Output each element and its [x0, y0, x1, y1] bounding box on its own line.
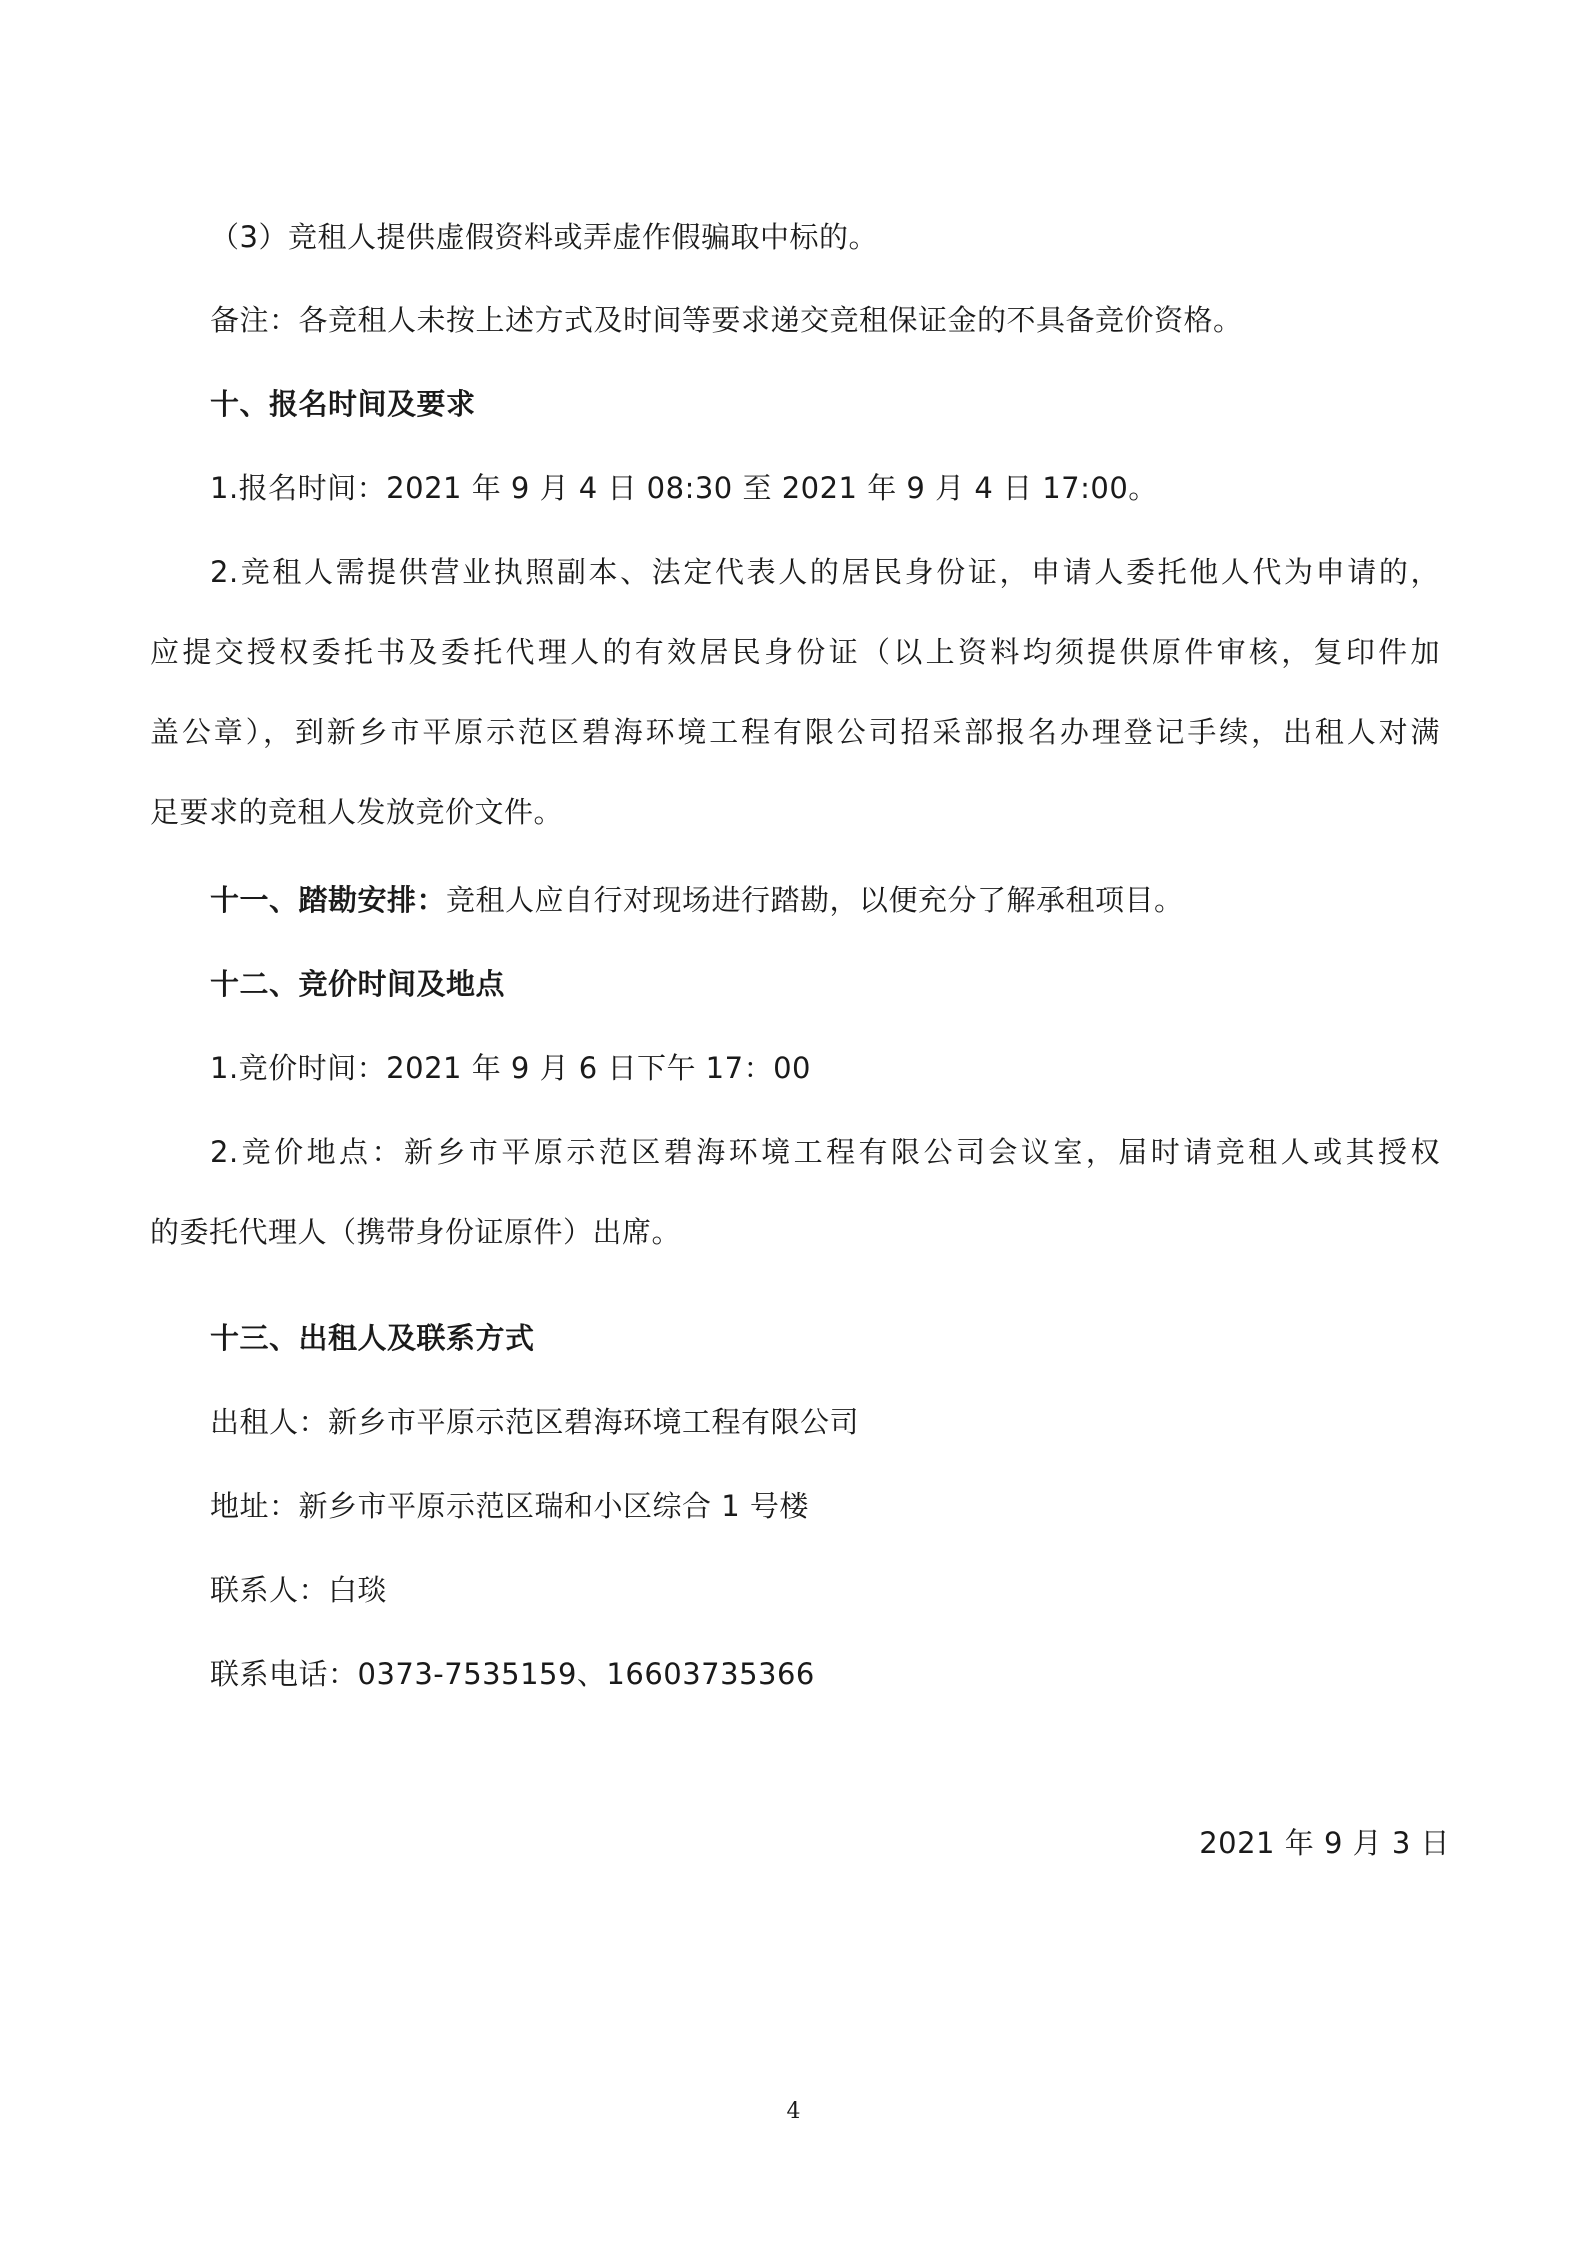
paragraph-requirements-line-2: 应提交授权委托书及委托代理人的有效居民身份证（以上资料均须提供原件审核，复印件加: [150, 635, 1440, 669]
paragraph-note: 备注：各竞租人未按上述方式及时间等要求递交竞租保证金的不具备竞价资格。: [210, 303, 1243, 337]
section-heading-11: 十一、踏勘安排：: [210, 883, 447, 917]
paragraph-registration-time: 1.报名时间：2021 年 9 月 4 日 08:30 至 2021 年 9 月 4 日 17:00。: [210, 471, 1158, 505]
section-heading-13: 十三、出租人及联系方式: [210, 1321, 535, 1355]
paragraph-site-visit: [210, 880, 1184, 920]
page-number: 4: [786, 2099, 801, 2124]
section-heading-10: 十、报名时间及要求: [210, 387, 476, 421]
paragraph-requirements-line-1: 2.竞租人需提供营业执照副本、法定代表人的居民身份证，申请人委托他人代为申请的，: [210, 555, 1440, 589]
contact-person: 联系人：白琰: [210, 1573, 388, 1607]
lessor-address: 地址：新乡市平原示范区瑞和小区综合 1 号楼: [210, 1489, 809, 1523]
paragraph-bid-location-line-1: 2.竞价地点：新乡市平原示范区碧海环境工程有限公司会议室，届时请竞租人或其授权: [210, 1135, 1440, 1169]
lessor-name: 出租人：新乡市平原示范区碧海环境工程有限公司: [210, 1405, 860, 1439]
paragraph-requirements-line-4: 足要求的竞租人发放竞价文件。: [150, 795, 564, 829]
paragraph-bid-location-line-2: 的委托代理人（携带身份证原件）出席。: [150, 1215, 682, 1249]
paragraph-bid-time: 1.竞价时间：2021 年 9 月 6 日下午 17：00: [210, 1051, 811, 1085]
site-visit-text: 竞租人应自行对现场进行踏勘，以便充分了解承租项目。: [446, 883, 1184, 917]
paragraph-requirements-line-3: 盖公章），到新乡市平原示范区碧海环境工程有限公司招采部报名办理登记手续，出租人对满: [150, 715, 1440, 749]
section-heading-12: 十二、竞价时间及地点: [210, 967, 506, 1001]
contact-phone: 联系电话：0373-7535159、16603735366: [210, 1657, 815, 1691]
paragraph-item-3: （3）竞租人提供虚假资料或弄虚作假骗取中标的。: [210, 220, 878, 254]
document-date: 2021 年 9 月 3 日: [1199, 1826, 1450, 1860]
